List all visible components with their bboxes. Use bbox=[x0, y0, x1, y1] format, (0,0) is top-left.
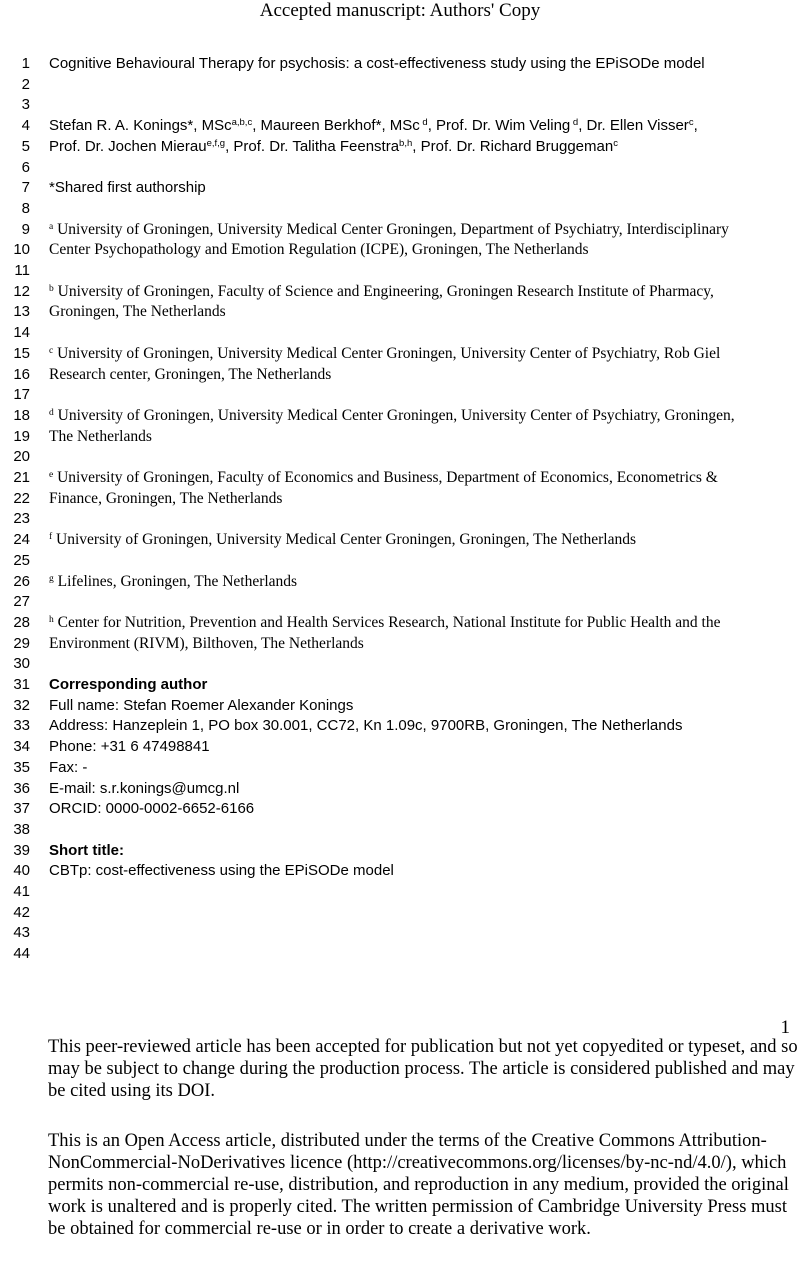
shared-authorship-note: *Shared first authorship bbox=[49, 179, 206, 197]
line-number: 35 bbox=[13, 758, 30, 776]
affiliation-text: Research center, Groningen, The Netherlands bbox=[49, 365, 332, 383]
affiliation-text: University of Groningen, Faculty of Economics and Business, Department of Economics, Econometrics & bbox=[53, 469, 718, 486]
line-number: 27 bbox=[13, 593, 30, 611]
affiliation-mark: e bbox=[49, 470, 54, 480]
affiliation-d bbox=[49, 405, 735, 426]
line-number: 14 bbox=[13, 324, 30, 342]
line bbox=[0, 384, 800, 405]
author-list-line-2 bbox=[49, 136, 618, 157]
line bbox=[0, 94, 800, 115]
line-number: 17 bbox=[13, 386, 30, 404]
line bbox=[0, 860, 800, 881]
line bbox=[0, 446, 800, 467]
line bbox=[0, 902, 800, 923]
author-name: , Dr. Ellen Visser bbox=[578, 117, 689, 135]
line bbox=[0, 674, 800, 695]
line-number: 8 bbox=[21, 199, 30, 217]
line-number: 40 bbox=[13, 862, 30, 880]
line bbox=[0, 591, 800, 612]
corresponding-address: Address: Hanzeplein 1, PO box 30.001, CC72, Kn 1.09c, 9700RB, Groningen, The Netherlands bbox=[49, 717, 683, 735]
line bbox=[0, 115, 800, 136]
affiliation-text: University of Groningen, Faculty of Science and Engineering, Groningen Research Institute of Pharmacy, bbox=[53, 282, 714, 300]
line bbox=[0, 405, 800, 426]
short-title-text: CBTp: cost-effectiveness using the EPiSODe model bbox=[49, 862, 394, 880]
line-number: 29 bbox=[13, 634, 30, 652]
line-number: 21 bbox=[13, 469, 30, 486]
line bbox=[0, 198, 800, 219]
line bbox=[0, 798, 800, 819]
line-number: 44 bbox=[13, 945, 30, 963]
line bbox=[0, 695, 800, 716]
line bbox=[0, 281, 800, 302]
short-title-heading: Short title: bbox=[49, 841, 124, 859]
line bbox=[0, 177, 800, 198]
line-number: 9 bbox=[21, 220, 30, 238]
line-number: 15 bbox=[13, 344, 30, 362]
line bbox=[0, 778, 800, 799]
line-number: 19 bbox=[13, 427, 30, 445]
line bbox=[0, 426, 800, 447]
affiliation-c bbox=[49, 343, 720, 364]
line bbox=[0, 550, 800, 571]
corresponding-orcid: ORCID: 0000-0002-6652-6166 bbox=[49, 800, 255, 818]
line bbox=[0, 260, 800, 281]
line-number: 28 bbox=[13, 613, 30, 631]
line-number: 34 bbox=[13, 738, 30, 756]
line-number: 16 bbox=[13, 365, 30, 383]
line bbox=[0, 136, 800, 157]
line-number: 31 bbox=[13, 676, 30, 693]
corresponding-name: Full name: Stefan Roemer Alexander Konings bbox=[49, 696, 354, 714]
line bbox=[0, 922, 800, 943]
line-number: 12 bbox=[13, 282, 30, 300]
corresponding-email: E-mail: s.r.konings@umcg.nl bbox=[49, 779, 240, 797]
line bbox=[0, 840, 800, 861]
line bbox=[0, 322, 800, 343]
line bbox=[0, 715, 800, 736]
author-affiliation-marks: a,b,c bbox=[231, 117, 253, 129]
line bbox=[0, 53, 800, 74]
line bbox=[0, 943, 800, 964]
line-number: 4 bbox=[21, 117, 30, 135]
affiliation-g bbox=[49, 571, 297, 592]
affiliation-text: University of Groningen, University Medical Center Groningen, Groningen, The Netherlands bbox=[52, 531, 637, 549]
line bbox=[0, 219, 800, 240]
line-number: 36 bbox=[13, 779, 30, 797]
author-affiliation-marks: c bbox=[688, 117, 694, 129]
affiliation-mark: c bbox=[49, 345, 54, 356]
affiliation-text: University of Groningen, University Medical Center Groningen, University Center of Psychiatry, Rob Giel bbox=[53, 344, 721, 362]
running-header: Accepted manuscript: Authors' Copy bbox=[259, 0, 541, 21]
author-name: , Maureen Berkhof*, MSc bbox=[252, 117, 420, 135]
line-number: 26 bbox=[13, 572, 30, 590]
line bbox=[0, 343, 800, 364]
affiliation-text: Center Psychopathology and Emotion Regulation (ICPE), Groningen, The Netherlands bbox=[49, 241, 589, 259]
affiliation-text: Environment (RIVM), Bilthoven, The Netherlands bbox=[49, 634, 364, 652]
line bbox=[0, 74, 800, 95]
line-number: 11 bbox=[14, 262, 30, 279]
affiliation-h bbox=[49, 612, 721, 633]
author-affiliation-marks: b,h bbox=[399, 137, 413, 149]
line-number: 20 bbox=[13, 448, 30, 466]
line-number: 6 bbox=[21, 158, 30, 176]
line-number: 22 bbox=[13, 489, 30, 507]
line bbox=[0, 364, 800, 385]
line-number: 13 bbox=[13, 303, 30, 321]
affiliation-mark: d bbox=[49, 407, 54, 418]
line-number: 24 bbox=[13, 531, 30, 549]
affiliation-text: Lifelines, Groningen, The Netherlands bbox=[53, 572, 298, 590]
line-number: 39 bbox=[13, 841, 30, 859]
affiliation-mark: h bbox=[49, 614, 54, 625]
corresponding-fax: Fax: - bbox=[49, 758, 88, 776]
line bbox=[0, 467, 800, 488]
line-number: 23 bbox=[13, 510, 30, 528]
line-number: 1 bbox=[21, 55, 30, 72]
author-affiliation-marks: d bbox=[570, 117, 579, 129]
line-number: 7 bbox=[21, 179, 30, 197]
affiliation-text: The Netherlands bbox=[49, 427, 152, 445]
affiliation-f bbox=[49, 529, 636, 550]
author-name: , Prof. Dr. Talitha Feenstra bbox=[225, 137, 400, 155]
author-name: , Prof. Dr. Wim Veling bbox=[427, 117, 571, 135]
author-name: Prof. Dr. Jochen Mierau bbox=[49, 137, 207, 155]
line-number: 43 bbox=[13, 924, 30, 942]
line bbox=[0, 653, 800, 674]
line-number: 30 bbox=[13, 655, 30, 673]
publication-notice: This peer-reviewed article has been accepted for publication but not yet copyedited or typeset, and so may be subject to change during the production process. The article is considered published and may be cited using its DOI. bbox=[48, 1037, 798, 1101]
license-notice: This is an Open Access article, distributed under the terms of the Creative Commons Attribution-NonCommercial-NoDerivatives licence (http://creativecommons.org/licenses/by-nc-nd/4.0/), which permits non-commercial re-use, distribution, and reproduction in any medium, provided the original work is unaltered and is properly cited. The written permission of Cambridge University Press must be obtained for commercial re-use or in order to create a derivative work. bbox=[48, 1131, 789, 1239]
author-name: Stefan R. A. Konings*, MSc bbox=[49, 117, 232, 135]
line bbox=[0, 757, 800, 778]
line-number: 32 bbox=[13, 696, 30, 714]
line-number: 2 bbox=[21, 75, 30, 93]
paper-title: Cognitive Behavioural Therapy for psychosis: a cost-effectiveness study using the EPiSODe model bbox=[49, 55, 705, 72]
line-number: 38 bbox=[13, 820, 30, 838]
line-number: 41 bbox=[13, 883, 30, 900]
corresponding-author-heading: Corresponding author bbox=[49, 676, 208, 693]
author-affiliation-marks: d bbox=[419, 117, 428, 129]
author-list-line-1 bbox=[49, 115, 698, 136]
author-affiliation-marks: e,f,g bbox=[206, 137, 226, 149]
affiliation-mark: a bbox=[49, 221, 54, 232]
line bbox=[0, 508, 800, 529]
line bbox=[0, 301, 800, 322]
author-affiliation-marks: c bbox=[613, 137, 618, 149]
affiliation-text: Finance, Groningen, The Netherlands bbox=[49, 489, 283, 507]
line bbox=[0, 571, 800, 592]
line bbox=[0, 736, 800, 757]
page-number: 1 bbox=[780, 1017, 790, 1038]
affiliation-text: University of Groningen, University Medical Center Groningen, University Center of Psychiatry, Groningen, bbox=[53, 406, 735, 424]
line bbox=[0, 633, 800, 654]
line bbox=[0, 239, 800, 260]
affiliation-b bbox=[49, 281, 714, 302]
line-number: 5 bbox=[21, 137, 30, 155]
corresponding-phone: Phone: +31 6 47498841 bbox=[49, 738, 210, 756]
line-number: 3 bbox=[21, 96, 30, 114]
line bbox=[0, 881, 800, 902]
line bbox=[0, 157, 800, 178]
line bbox=[0, 488, 800, 509]
affiliation-text: Groningen, The Netherlands bbox=[49, 303, 226, 321]
line-number: 42 bbox=[13, 903, 30, 921]
line bbox=[0, 529, 800, 550]
line bbox=[0, 819, 800, 840]
affiliation-mark: g bbox=[49, 573, 54, 584]
affiliation-text: University of Groningen, University Medical Center Groningen, Department of Psychiatry, Interdisciplinary bbox=[53, 220, 729, 238]
line-number: 25 bbox=[13, 551, 30, 569]
affiliation-e bbox=[49, 467, 718, 488]
affiliation-a bbox=[49, 219, 729, 240]
affiliation-mark: f bbox=[49, 532, 53, 543]
line-number: 10 bbox=[13, 241, 30, 259]
affiliation-mark: b bbox=[49, 283, 54, 294]
affiliation-text: Center for Nutrition, Prevention and Health Services Research, National Institute for Public Health and the bbox=[53, 613, 721, 631]
line-number: 18 bbox=[13, 406, 30, 424]
line bbox=[0, 612, 800, 633]
author-separator: , bbox=[693, 117, 698, 135]
line-number: 33 bbox=[13, 717, 30, 735]
author-name: , Prof. Dr. Richard Bruggeman bbox=[412, 137, 614, 155]
line-number: 37 bbox=[13, 800, 30, 818]
